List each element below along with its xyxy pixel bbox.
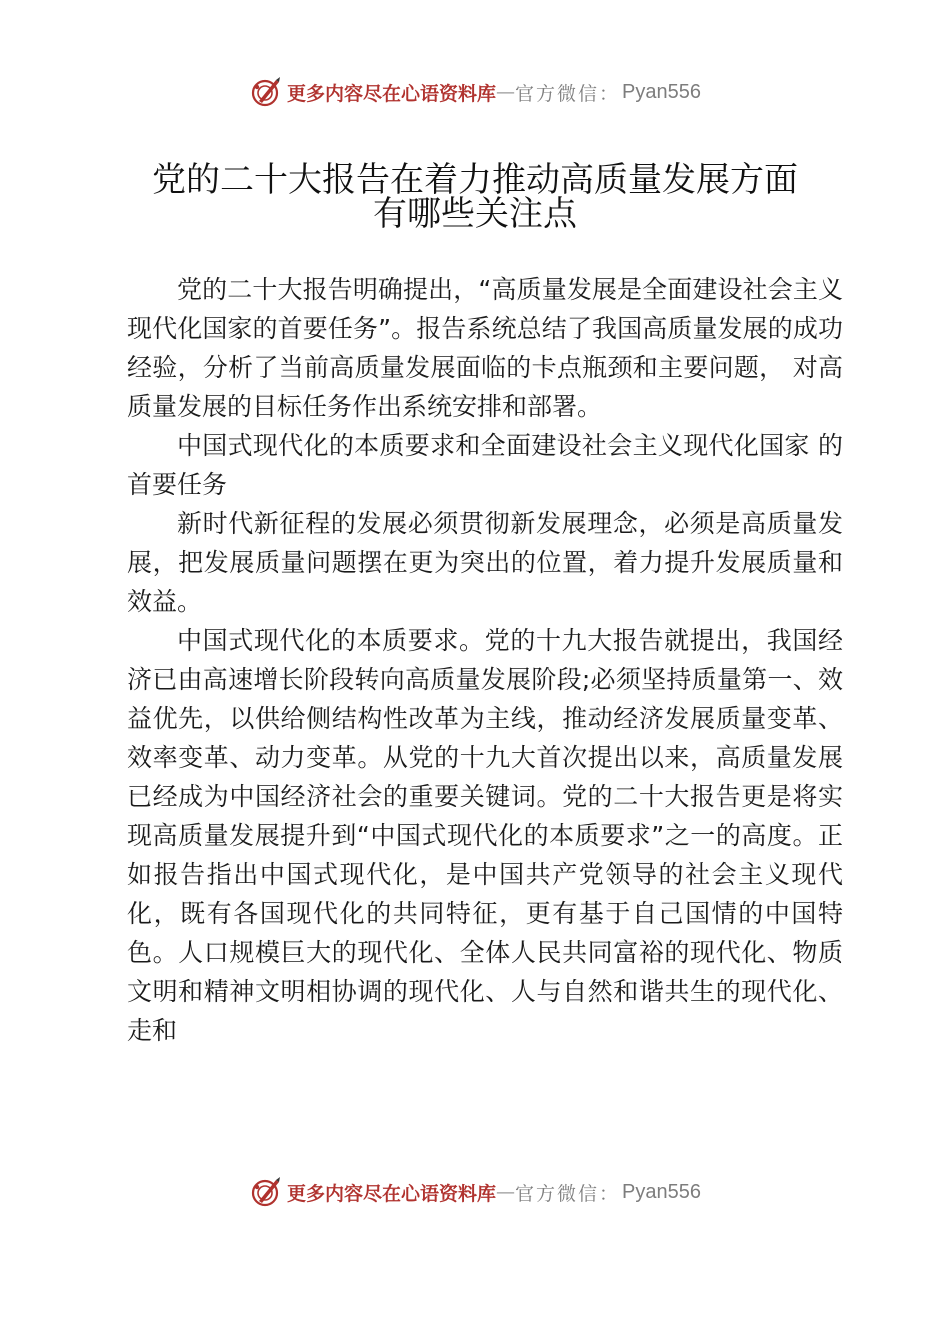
title-line-1: 党的二十大报告在着力推动高质量发展方面 (152, 160, 798, 200)
header-banner (0, 72, 950, 112)
quill-logo-icon (249, 75, 283, 109)
wechat-id: Pyan556 (622, 1180, 701, 1203)
banner-separator: — (496, 1181, 516, 1203)
wechat-label: 官方微信： (515, 82, 621, 105)
paragraph-4: 中国式现代化的本质要求。党的十九大报告就提出，我国经济已由高速增长阶段转向高质量发展阶段;必须坚持质量第一、效益优先，以供给侧结构性改革为主线，推动经济发展质量变革、效率变革、动力变革。从党的十九大首次提出以来，高质量发展已经成为中国经济社会的重要关键词。党的二十大报告更是将实现高质量发展提升到“中国式现代化的本质要求”之一的高度。正如报告指出中国式现代化，是中国共产党领导的社会主义现代化，既有各国现代化的共同特征，更有基于自己国情的中国特色。人口规模巨大的现代化、全体人民共同富裕的现代化、物质文明和精神文明相协调的现代化、人与自然和谐共生的现代化、走和 (127, 626, 843, 1045)
title-line-2: 有哪些关注点 (373, 194, 577, 234)
footer-banner (0, 1172, 950, 1212)
document-body (127, 270, 843, 1050)
paragraph-1: 党的二十大报告明确提出，“高质量发展是全面建设社会主义现代化国家的首要任务”。报告系统总结了我国高质量发展的成功经验，分析了当前高质量发展面临的卡点瓶颈和主要问题， 对高质量发展的目标任务作出系统安排和部署。 (127, 275, 843, 421)
paragraph-2: 中国式现代化的本质要求和全面建设社会主义现代化国家 的首要任务 (127, 431, 843, 499)
wechat-id: Pyan556 (622, 80, 701, 103)
banner-text: 更多内容尽在心语资料库 (287, 1182, 497, 1205)
banner-separator: — (496, 81, 516, 103)
banner-text: 更多内容尽在心语资料库 (287, 82, 497, 105)
wechat-label: 官方微信： (515, 1182, 621, 1205)
paragraph-3: 新时代新征程的发展必须贯彻新发展理念，必须是高质量发展，把发展质量问题摆在更为突出的位置，着力提升发展质量和效益。 (127, 509, 843, 616)
document-title (100, 160, 850, 234)
quill-logo-icon (249, 1175, 283, 1209)
